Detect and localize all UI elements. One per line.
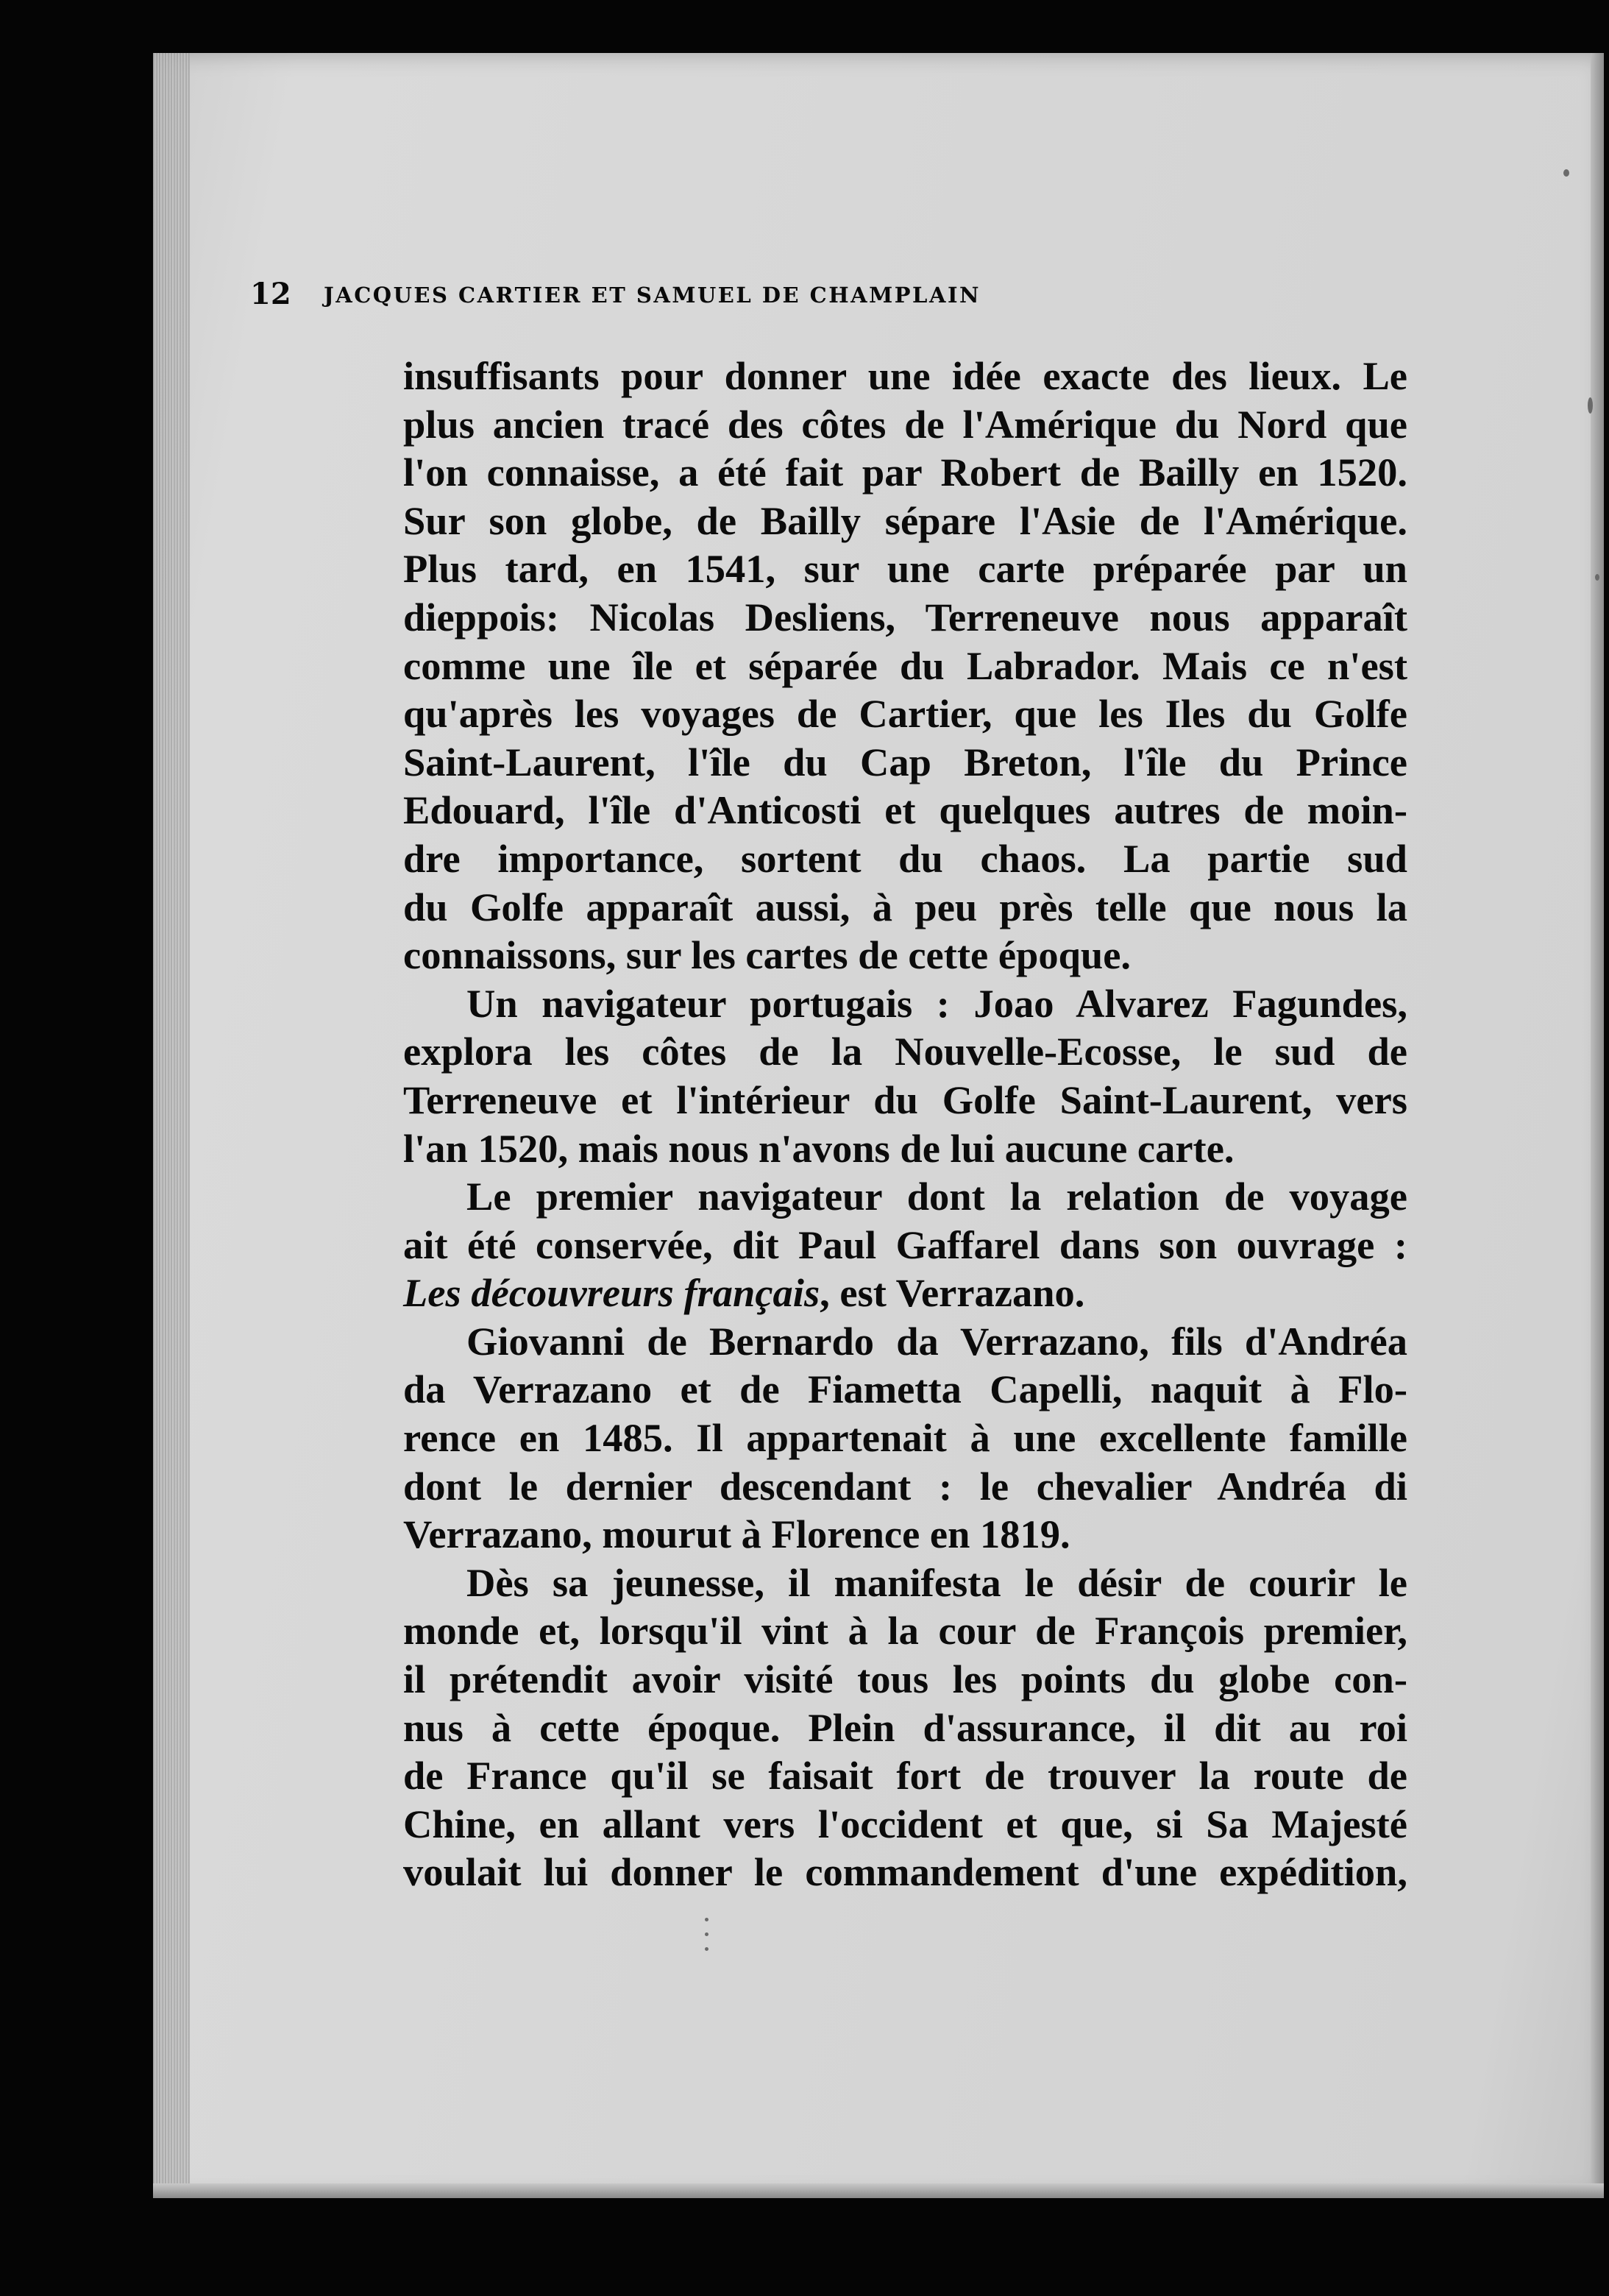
text-fragment: , est Verrazano. xyxy=(820,1270,1085,1316)
text-line: comme une île et séparée du Labrador. Mais ce n'est xyxy=(403,642,1407,688)
scan-speck xyxy=(705,1932,708,1936)
book-title: Les découvreurs français xyxy=(403,1270,820,1316)
text-line: nus à cette époque. Plein d'assurance, il dit au roi xyxy=(403,1704,1407,1750)
text-line: rence en 1485. Il appartenait à une excellente famille xyxy=(403,1415,1407,1461)
text-line: insuffisants pour donner une idée exacte des lieux. Le xyxy=(403,353,1407,398)
body-text xyxy=(403,352,1407,1896)
text-line: Edouard, l'île d'Anticosti et quelques autres de moin- xyxy=(403,787,1407,833)
scan-speck xyxy=(1588,397,1593,414)
text-line: monde et, lorsqu'il vint à la cour de François premier, xyxy=(403,1608,1407,1654)
page-right-edge xyxy=(1591,53,1604,2198)
scan-speck xyxy=(1595,574,1599,581)
page-number: 12 xyxy=(250,277,291,311)
text-line: Sur son globe, de Bailly sépare l'Asie de l'Amérique. xyxy=(403,497,1407,543)
text-line: dont le dernier descendant : le chevalier Andréa di xyxy=(403,1463,1407,1509)
text-line: il prétendit avoir visité tous les points du globe con- xyxy=(403,1657,1407,1702)
running-title: JACQUES CARTIER ET SAMUEL DE CHAMPLAIN xyxy=(324,283,981,308)
text-line: du Golfe apparaît aussi, à peu près telle que nous la xyxy=(403,884,1407,929)
text-line: dieppois: Nicolas Desliens, Terreneuve nous apparaît xyxy=(403,594,1407,639)
text-line: Verrazano, mourut à Florence en 1819. xyxy=(403,1512,1070,1557)
text-line: ait été conservée, dit Paul Gaffarel dans son ouvrage : xyxy=(403,1222,1407,1267)
text-line: dre importance, sortent du chaos. La partie sud xyxy=(403,835,1407,881)
text-line: de France qu'il se faisait fort de trouver la route de xyxy=(403,1753,1407,1799)
text-line: Un navigateur portugais : Joao Alvarez Fagundes, xyxy=(466,980,1407,1026)
text-line xyxy=(403,1269,1407,1317)
scan-speck xyxy=(705,1947,708,1951)
running-header xyxy=(250,276,1413,313)
text-line: voulait lui donner le commandement d'une expédition, xyxy=(403,1849,1407,1895)
text-line: qu'après les voyages de Cartier, que les Iles du Golfe xyxy=(403,691,1407,737)
page-bottom-edge xyxy=(153,2183,1604,2198)
scan-speck xyxy=(705,1918,708,1921)
text-line: Saint-Laurent, l'île du Cap Breton, l'île du Prince xyxy=(403,739,1407,784)
text-line: Giovanni de Bernardo da Verrazano, fils d'Andréa xyxy=(466,1318,1407,1364)
text-line: connaissons, sur les cartes de cette époque. xyxy=(403,932,1132,978)
text-line: da Verrazano et de Fiametta Capelli, naquit à Flo- xyxy=(403,1367,1407,1412)
page-gutter xyxy=(153,53,190,2198)
text-line: Plus tard, en 1541, sur une carte préparée par un xyxy=(403,546,1407,592)
text-line: Chine, en allant vers l'occident et que, si Sa Majesté xyxy=(403,1801,1407,1846)
text-line: Terreneuve et l'intérieur du Golfe Saint-Laurent, vers xyxy=(403,1077,1407,1122)
scan-speck xyxy=(1563,169,1569,177)
text-line: explora les côtes de la Nouvelle-Ecosse, le sud de xyxy=(403,1029,1407,1074)
text-line: Dès sa jeunesse, il manifesta le désir de courir le xyxy=(466,1559,1407,1605)
text-line: plus ancien tracé des côtes de l'Amérique du Nord que xyxy=(403,401,1407,447)
text-line: l'on connaisse, a été fait par Robert de Bailly en 1520. xyxy=(403,450,1407,495)
text-line: l'an 1520, mais nous n'avons de lui aucune carte. xyxy=(403,1125,1235,1171)
text-line: Le premier navigateur dont la relation de voyage xyxy=(466,1174,1407,1219)
